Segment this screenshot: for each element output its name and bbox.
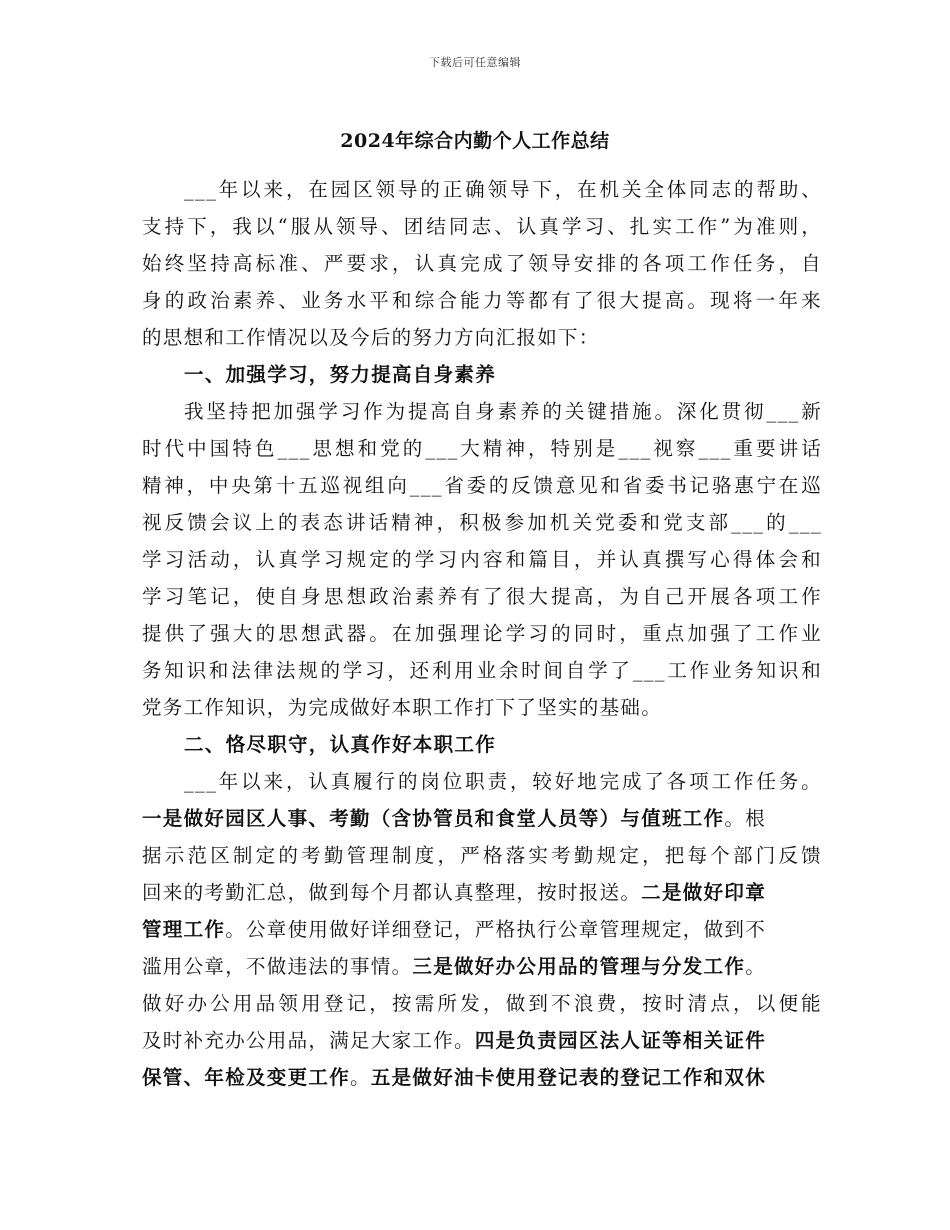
section-1-line-9: 党务工作知识，为完成做好本职工作打下了坚实的基础。 bbox=[142, 696, 663, 719]
intro-line-2: 支持下，我以“服从领导、团结同志、认真学习、扎实工作”为准则， bbox=[142, 215, 822, 238]
section-2-line-6-end: 。 bbox=[745, 955, 767, 978]
intro-line-3: 始终坚持高标准、严要求，认真完成了领导安排的各项工作任务，自 bbox=[142, 252, 822, 275]
section-1-line-6: 学习笔记，使自身思想政治素养有了很大提高，为自己开展各项工作 bbox=[142, 585, 822, 608]
section-1-line-8: 务知识和法律法规的学习，还利用业余时间自学了___工作业务知识和 bbox=[142, 659, 822, 682]
section-2-line-5-text: 。公章使用做好详细登记，严格执行公章管理规定，做到不 bbox=[225, 918, 767, 941]
section-2-line-6 bbox=[142, 954, 822, 980]
task-3-title: 三是做好办公用品的管理与分发工作 bbox=[412, 955, 746, 978]
section-2-line-8-text: 及时补充办公用品，满足大家工作。 bbox=[142, 1029, 475, 1052]
section-2-line-9 bbox=[142, 1065, 822, 1091]
section-2-line-9-mid: 。 bbox=[350, 1066, 371, 1089]
section-2-line-6-text: 滥用公章，不做违法的事情。 bbox=[142, 955, 413, 978]
intro-line-1: ___年以来，在园区领导的正确领导下，在机关全体同志的帮助、 bbox=[184, 178, 822, 201]
section-1-line-1: 我坚持把加强学习作为提高自身素养的关键措施。深化贯彻___新 bbox=[184, 400, 822, 423]
document-title: 2024年综合内勤个人工作总结 bbox=[340, 130, 610, 152]
task-2-title-start: 二是做好印章 bbox=[641, 881, 767, 904]
section-1-line-7: 提供了强大的思想武器。在加强理论学习的同时，重点加强了工作业 bbox=[142, 622, 822, 645]
header-note: 下载后可任意编辑 bbox=[429, 56, 521, 69]
section-1-line-2: 时代中国特色___思想和党的___大精神，特别是___视察___重要讲话 bbox=[142, 437, 822, 460]
section-1-line-5: 学习活动，认真学习规定的学习内容和篇目，并认真撰写心得体会和 bbox=[142, 548, 822, 571]
section-1-line-4: 视反馈会议上的表态讲话精神，积极参加机关党委和党支部___的___ bbox=[142, 511, 822, 534]
task-2-title-end: 管理工作 bbox=[142, 918, 226, 941]
section-2-line-3: 据示范区制定的考勤管理制度，严格落实考勤规定，把每个部门反馈 bbox=[142, 844, 822, 867]
task-1-title: 一是做好园区人事、考勤（含协管员和食堂人员等）与值班工作 bbox=[142, 807, 725, 830]
task-4-title-start: 四是负责园区法人证等相关证件 bbox=[474, 1029, 767, 1052]
task-4-title-end: 保管、年检及变更工作 bbox=[142, 1066, 351, 1089]
section-2-line-8 bbox=[142, 1028, 822, 1054]
intro-line-4: 身的政治素养、业务水平和综合能力等都有了很大提高。现将一年来 bbox=[142, 289, 822, 312]
section-2-line-2-tail: 。根 bbox=[724, 807, 767, 830]
section-1-line-3: 精神，中央第十五巡视组向___省委的反馈意见和省委书记骆惠宁在巡 bbox=[142, 474, 822, 497]
section-2-line-7: 做好办公用品领用登记，按需所发，做到不浪费，按时清点，以便能 bbox=[142, 992, 822, 1015]
task-5-title-start: 五是做好油卡使用登记表的登记工作和双休 bbox=[370, 1066, 767, 1089]
section-2-line-1: ___年以来，认真履行的岗位职责，较好地完成了各项工作任务。 bbox=[184, 770, 822, 793]
section-1-heading: 一、加强学习，努力提高自身素养 bbox=[184, 363, 497, 386]
section-2-line-2 bbox=[142, 806, 822, 832]
section-2-line-4 bbox=[142, 880, 822, 906]
intro-line-5: 的思想和工作情况以及今后的努力方向汇报如下： bbox=[142, 326, 600, 349]
section-2-line-5 bbox=[142, 917, 822, 943]
section-2-heading: 二、恪尽职守，认真作好本职工作 bbox=[184, 733, 497, 756]
section-2-line-4-text: 回来的考勤汇总，做到每个月都认真整理，按时报送。 bbox=[142, 881, 642, 904]
